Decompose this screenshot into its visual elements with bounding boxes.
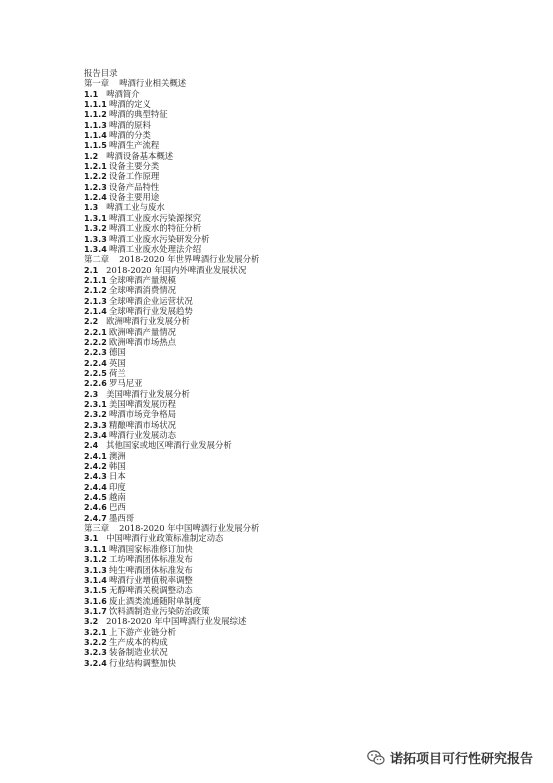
toc-entry-text: 啤酒工业废水污染源探究	[109, 212, 202, 223]
toc-entry-text: 啤酒行业相关概述	[119, 78, 187, 89]
toc-entry-text: 工坊啤酒团体标准发布	[109, 554, 193, 565]
toc-entry-number: 2.4.5	[84, 493, 107, 503]
toc-entry-text: 啤酒设备基本概述	[106, 150, 174, 161]
toc-entry-text: 啤酒国家标准修订加快	[109, 543, 193, 554]
toc-entry-sub	[84, 420, 259, 430]
toc-entry-sub	[84, 502, 259, 512]
toc-entry-sub	[84, 575, 259, 585]
toc-entry-number: 2.3.4	[84, 431, 107, 441]
toc-entry-number: 1.1	[84, 89, 99, 99]
watermark-text: 诺拓项目可行性研究报告	[390, 752, 534, 767]
toc-entry-text: 印度	[109, 481, 126, 492]
toc-entry-text: 英国	[109, 357, 126, 368]
toc-entry-text: 德国	[109, 347, 126, 358]
toc-entry-text: 啤酒行业发展动态	[109, 430, 176, 441]
toc-entry-sub	[84, 451, 259, 461]
toc-entry-text: 纯生啤酒团体标准发布	[109, 564, 193, 575]
toc-entry-text: 2018-2020 年国内外啤酒业发展状况	[106, 264, 247, 275]
toc-entry-number: 2.3.3	[84, 420, 107, 430]
toc-entry-number: 2.2.6	[84, 379, 107, 389]
toc-entry-number: 2.4.4	[84, 482, 107, 492]
toc-entry-sub	[84, 482, 259, 492]
toc-entry-text: 设备主要分类	[109, 161, 160, 172]
toc-entry-number: 1.1.4	[84, 131, 107, 141]
toc-entry-text: 废止酒类流通随附单制度	[109, 595, 202, 606]
toc-entry-text: 2018-2020 年中国啤酒行业发展分析	[119, 523, 260, 534]
toc-entry-number: 2.3.2	[84, 410, 107, 420]
toc-entry-text: 啤酒工业废水的特征分析	[109, 223, 202, 234]
toc-entry-number: 3.1.3	[84, 565, 107, 575]
toc-entry-sub	[84, 554, 259, 564]
toc-entry-text: 2018-2020 年中国啤酒行业发展综述	[106, 616, 247, 627]
toc-entry-text: 2018-2020 年世界啤酒行业发展分析	[119, 254, 260, 265]
toc-entry-sec	[84, 389, 259, 399]
toc-entry-text: 装备制造业状况	[109, 647, 168, 658]
toc-entry-text: 啤酒行业增值税率调整	[109, 574, 193, 585]
toc-entry-sub	[84, 327, 259, 337]
toc-entry-number: 2.3.1	[84, 400, 107, 409]
toc-entry-number: 第二章	[84, 254, 110, 265]
toc-entry-number: 2.4.6	[84, 503, 107, 513]
toc-entry-text: 全球啤酒企业运营状况	[109, 295, 193, 306]
toc-entry-sub	[84, 213, 259, 223]
toc-entry-text: 日本	[109, 471, 126, 482]
toc-entry-text: 美国啤酒行业发展分析	[106, 388, 190, 399]
toc-entry-sub	[84, 358, 259, 368]
toc-entry-text: 欧洲啤酒产量情况	[109, 326, 176, 337]
toc-entry-sub	[84, 223, 259, 233]
toc-entry-number: 1.3.1	[84, 213, 107, 223]
toc-entry-text: 设备工作原理	[109, 171, 160, 182]
toc-entry-sub	[84, 471, 259, 481]
table-of-contents	[84, 68, 259, 668]
toc-entry-text: 饮料酒制造业污染防治政策	[109, 605, 210, 616]
watermark	[367, 748, 533, 767]
toc-entry-text: 设备产品特性	[109, 181, 160, 192]
toc-entry-text: 澳洲	[109, 450, 126, 461]
toc-entry-sec	[84, 616, 259, 626]
toc-entry-sub	[84, 306, 259, 316]
toc-entry-number: 2.4.3	[84, 472, 107, 482]
toc-entry-number: 3.1.1	[84, 544, 107, 554]
toc-entry-sub	[84, 296, 259, 306]
toc-entry-number: 1.1.2	[84, 110, 107, 120]
toc-entry-sub	[84, 140, 259, 150]
toc-entry-number: 2.4.2	[84, 462, 107, 472]
toc-entry-sub	[84, 585, 259, 595]
toc-entry-number: 3.2.3	[84, 648, 107, 658]
toc-entry-number: 2.3	[84, 389, 99, 399]
toc-entry-text: 全球啤酒产量规模	[109, 274, 176, 285]
toc-entry-number: 2.2.1	[84, 327, 107, 337]
toc-entry-sub	[84, 120, 259, 130]
toc-entry-sub	[84, 637, 259, 647]
toc-entry-chap	[84, 78, 259, 88]
toc-entry-number: 3.2.1	[84, 627, 107, 637]
toc-entry-sub	[84, 658, 259, 668]
toc-entry-number: 3.1.4	[84, 575, 107, 585]
toc-entry-text: 啤酒的典型特征	[109, 109, 168, 120]
toc-entry-number: 第一章	[84, 78, 110, 89]
toc-entry-number: 1.3.2	[84, 224, 107, 234]
toc-entry-sub	[84, 430, 259, 440]
toc-entry-sub	[84, 171, 259, 181]
toc-entry-number: 第三章	[84, 523, 110, 534]
toc-entry-number: 2.1.3	[84, 296, 107, 306]
toc-entry-sub	[84, 461, 259, 471]
toc-entry-text: 啤酒市场竞争格局	[109, 409, 176, 420]
toc-entry-text: 啤酒工业废水处理法介绍	[109, 243, 202, 254]
toc-entry-number: 1.2.4	[84, 193, 107, 203]
toc-entry-number: 3.2	[84, 617, 99, 627]
toc-entry-number: 2.1.1	[84, 275, 107, 285]
toc-title: 报告目录	[84, 68, 118, 78]
toc-entry-text: 啤酒的定义	[109, 99, 151, 110]
toc-entry-sub	[84, 130, 259, 140]
toc-entry-text: 韩国	[109, 461, 126, 472]
toc-entry-number: 1.2.1	[84, 162, 107, 172]
toc-entry-text: 生产成本的构成	[109, 636, 168, 647]
toc-entry-sec	[84, 316, 259, 326]
toc-entry-sub	[84, 368, 259, 378]
toc-entry-number: 3.2.2	[84, 637, 107, 647]
toc-entry-sub	[84, 596, 259, 606]
toc-entry-sec	[84, 265, 259, 275]
toc-entry-sub	[84, 347, 259, 357]
toc-entry-sub	[84, 399, 259, 409]
toc-entry-number: 3.1.2	[84, 555, 107, 565]
toc-entry-number: 1.2.3	[84, 182, 107, 192]
toc-entry-number: 1.3	[84, 203, 99, 213]
toc-entry-number: 3.1.5	[84, 586, 107, 596]
toc-entry-number: 2.1.2	[84, 286, 107, 296]
toc-entry-sec	[84, 151, 259, 161]
toc-entry-number: 1.1.1	[84, 100, 107, 110]
toc-entry-text: 啤酒工业废水污染研发分析	[109, 233, 210, 244]
toc-entry-text: 啤酒的原料	[109, 119, 151, 130]
toc-entry-number: 2.2.3	[84, 348, 107, 358]
toc-entry-number: 1.3.3	[84, 234, 107, 244]
toc-entry-sub	[84, 337, 259, 347]
toc-entry-number: 3.1	[84, 534, 99, 544]
toc-entry-number: 1.2.2	[84, 172, 107, 182]
toc-entry-text: 啤酒简介	[106, 88, 140, 99]
toc-entry-sub	[84, 161, 259, 171]
toc-entry-sec	[84, 89, 259, 99]
toc-entry-sub	[84, 513, 259, 523]
toc-entry-number: 2.2.5	[84, 368, 107, 378]
toc-entry-text: 啤酒工业与废水	[106, 202, 165, 213]
toc-entry-text: 上下游产业链分析	[109, 626, 176, 637]
toc-entry-sub	[84, 544, 259, 554]
toc-entry-sub	[84, 409, 259, 419]
toc-entry-text: 无醇啤酒关税调整动态	[109, 585, 193, 596]
toc-entry-sub	[84, 99, 259, 109]
toc-entry-text: 精酿啤酒市场状况	[109, 419, 176, 430]
toc-entry-number: 3.2.4	[84, 658, 107, 668]
toc-entry-text: 其他国家或地区啤酒行业发展分析	[106, 440, 232, 451]
toc-entry-chap	[84, 254, 259, 264]
toc-entry-sub	[84, 378, 259, 388]
toc-entry-sub	[84, 244, 259, 254]
toc-entry-text: 欧洲啤酒市场热点	[109, 336, 176, 347]
toc-entry-text: 全球啤酒消费情况	[109, 285, 176, 296]
toc-entries	[84, 78, 259, 668]
toc-entry-number: 3.1.6	[84, 596, 107, 606]
toc-entry-text: 啤酒生产流程	[109, 140, 160, 151]
toc-entry-number: 2.2.4	[84, 358, 107, 368]
toc-entry-sub	[84, 109, 259, 119]
toc-entry-number: 1.3.4	[84, 244, 107, 254]
toc-entry-sub	[84, 275, 259, 285]
toc-entry-sub	[84, 182, 259, 192]
toc-entry-text: 墨西哥	[109, 512, 135, 523]
toc-entry-number: 1.1.5	[84, 141, 107, 151]
toc-entry-text: 美国啤酒发展历程	[109, 399, 176, 409]
toc-entry-number: 2.1	[84, 265, 99, 275]
toc-entry-number: 1.1.3	[84, 120, 107, 130]
toc-entry-text: 中国啤酒行业政策标准制定动态	[106, 533, 224, 544]
toc-entry-sub	[84, 565, 259, 575]
toc-entry-sec	[84, 440, 259, 450]
toc-entry-text: 巴西	[109, 502, 126, 513]
toc-entry-sec	[84, 202, 259, 212]
toc-entry-text: 荷兰	[109, 367, 126, 378]
toc-entry-text: 啤酒的分类	[109, 130, 151, 141]
toc-entry-text: 设备主要用途	[109, 192, 160, 203]
toc-entry-sub	[84, 647, 259, 657]
toc-entry-sub	[84, 627, 259, 637]
toc-entry-text: 全球啤酒行业发展趋势	[109, 305, 193, 316]
toc-entry-text: 行业结构调整加快	[109, 657, 176, 668]
toc-entry-text: 越南	[109, 492, 126, 503]
toc-entry-sub	[84, 492, 259, 502]
toc-entry-number: 2.4.7	[84, 513, 107, 523]
toc-entry-text: 罗马尼亚	[109, 378, 143, 389]
wechat-icon	[367, 750, 385, 766]
toc-entry-sub	[84, 606, 259, 616]
toc-entry-number: 2.2.2	[84, 337, 107, 347]
toc-entry-sub	[84, 234, 259, 244]
toc-entry-number: 3.1.7	[84, 606, 107, 616]
toc-entry-text: 欧洲啤酒行业发展分析	[106, 316, 190, 327]
toc-entry-number: 2.4	[84, 441, 99, 451]
toc-entry-sec	[84, 533, 259, 543]
toc-entry-number: 2.4.1	[84, 451, 107, 461]
toc-entry-chap	[84, 523, 259, 533]
toc-entry-number: 2.2	[84, 317, 99, 327]
toc-entry-number: 2.1.4	[84, 306, 107, 316]
toc-entry-sub	[84, 285, 259, 295]
toc-entry-sub	[84, 192, 259, 202]
toc-entry-number: 1.2	[84, 151, 99, 161]
